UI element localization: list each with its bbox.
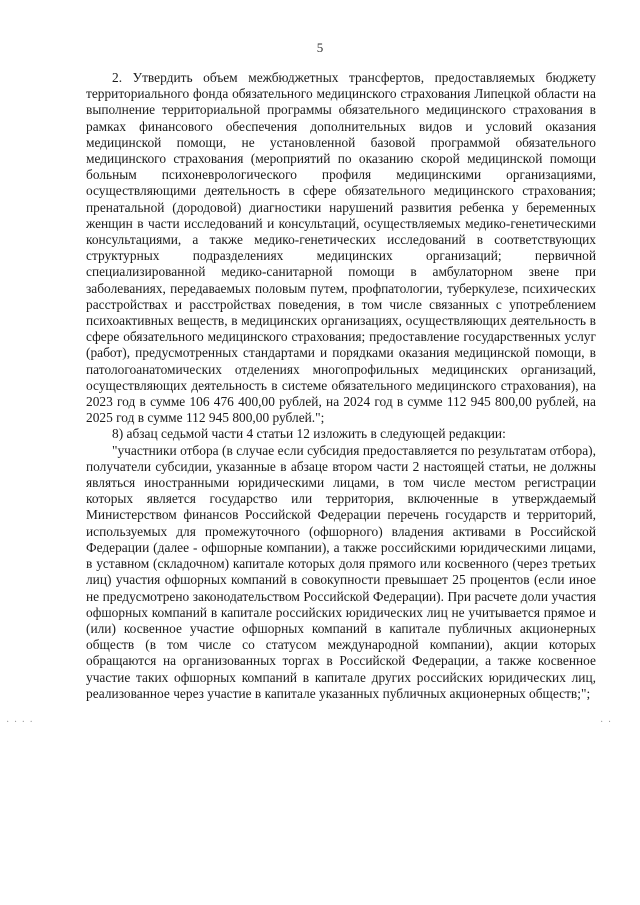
scan-mark-left: · · · · xyxy=(6,717,34,728)
document-body xyxy=(86,70,596,702)
paragraph-amendment-intro: 8) абзац седьмой части 4 статьи 12 изложить в следующей редакции: xyxy=(112,426,506,442)
page-number: 5 xyxy=(316,40,324,55)
paragraph-amendment-text: "участники отбора (в случае если субсидия предоставляется по результатам отбора), получатели субсидии, указанные в абзаце втором части 2 настоящей статьи, не должны являться иностранными юридическими лицами, в том числе местом регистрации которых является государство или территория, включенные в утверждаемый Министерством финансов Российской Федерации перечень государств и территорий, используемых для промежуточного (офшорного) владения активами в Российской Федерации (далее - офшорные компании), а также российскими юридическими лицами, в уставном (складочном) капитале которых доля прямого или косвенного (через третьих лиц) участия офшорных компаний в совокупности превышает 25 процентов (если иное не предусмотрено законодательством Российской Федерации). При расчете доли участия офшорных компаний в капитале российских юридических лиц не учитывается прямое и (или) косвенное участие офшорных компаний в капитале публичных акционерных обществ (в том числе со статусом международной компании), акции которых обращаются на организованных торгах в Российской Федерации, а также косвенное участие таких офшорных компаний в капитале других российских юридических лиц, реализованное через участие в капитале указанных публичных акционерных обществ;"; xyxy=(86,442,596,701)
paragraph-transfers: 2. Утвердить объем межбюджетных трансфертов, предоставляемых бюджету территориального фонда обязательного медицинского страхования Липецкой области на выполнение территориальной программы обязательного медицинского страхования в рамках финансового обеспечения дополнительных видов и условий оказания медицинской помощи, не установленной базовой программой обязательного медицинского страхования (мероприятий по оказанию скорой медицинской помощи больным психоневрологического профиля медицинскими организациями, осуществляющими деятельность в сфере обязательного медицинского страхования; пренатальной (дородовой) диагностики нарушений развития ребенка у беременных женщин в части исследований и консультаций, осуществляемых медико-генетическими консультациями, а также медико-генетических исследований в соответствующих структурных подразделениях медицинских организаций; первичной специализированной медико-санитарной помощи в амбулаторном звене при заболеваниях, передаваемых половым путем, профпатологии, туберкулезе, психических расстройствах и расстройствах поведения, в том числе связанных с употреблением психоактивных веществ, в медицинских организациях, осуществляющих деятельность в сфере обязательного медицинского страхования; предоставление государственных услуг (работ), предусмотренных стандартами и порядками оказания медицинской помощи, в патологоанатомических отделениях многопрофильных медицинских организаций, осуществляющих деятельность в системе обязательного медицинского страхования), на 2023 год в сумме 106 476 400,00 рублей, на 2024 год в сумме 112 945 800,00 рублей, на 2025 год в сумме 112 945 800,00 рублей."; xyxy=(86,70,596,426)
scan-mark-right: · · xyxy=(600,717,613,728)
